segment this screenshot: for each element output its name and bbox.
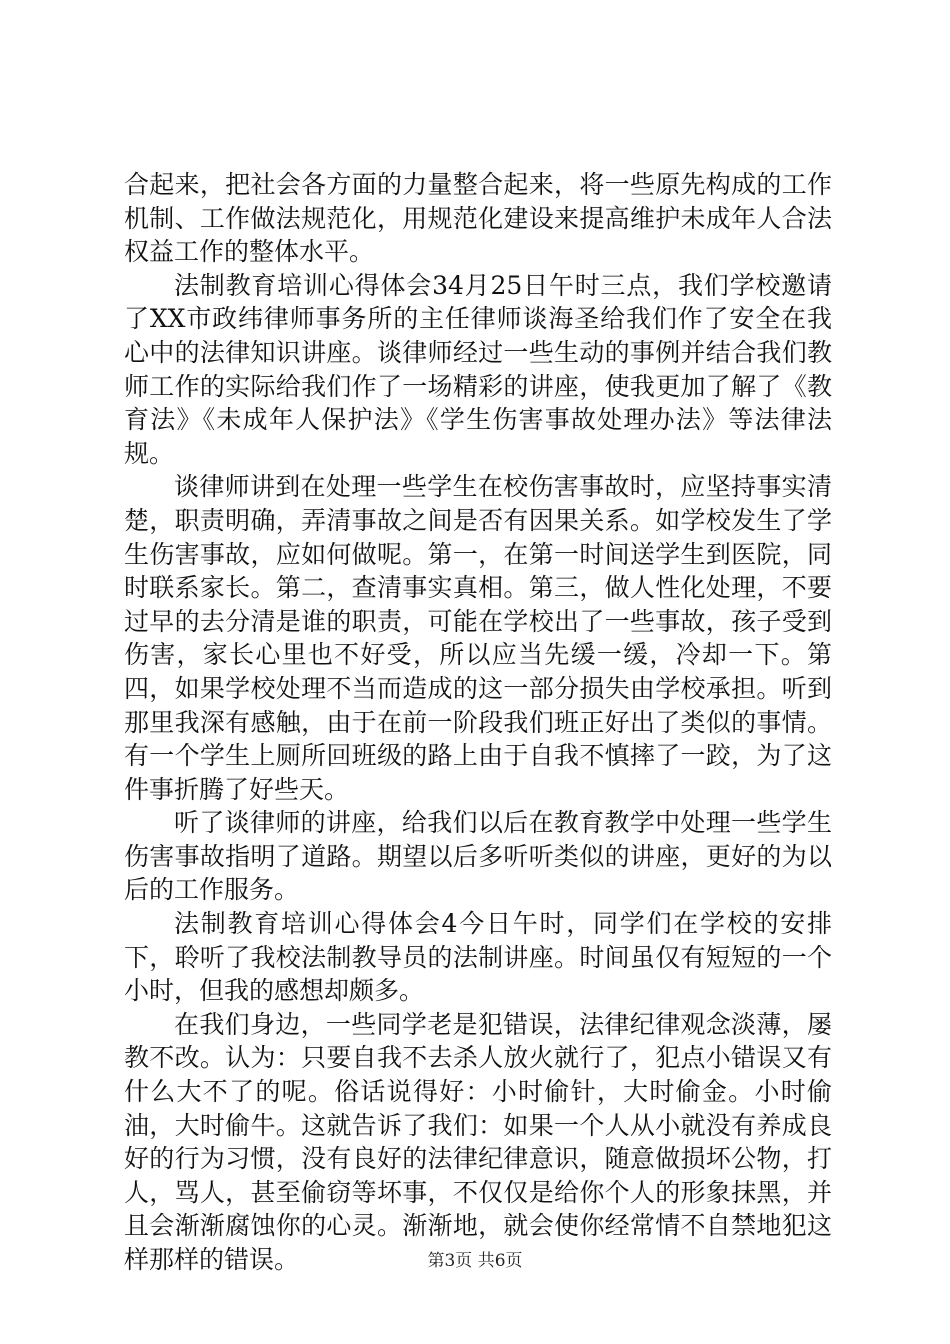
- paragraph: 法制教育培训心得体会4今日午时，同学们在学校的安排下，聆听了我校法制教导员的法制讲座。时间虽仅有短短的一个小时，但我的感想却颇多。: [124, 909, 832, 1006]
- paragraph: 合起来，把社会各方面的力量整合起来，将一些原先构成的工作机制、工作做法规范化，用规范化建设来提高维护未成年人合法权益工作的整体水平。: [124, 170, 832, 267]
- paragraph: 在我们身边，一些同学老是犯错误，法律纪律观念淡薄，屡教不改。认为：只要自我不去杀人放火就行了，犯点小错误又有什么大不了的呢。俗话说得好：小时偷针，大时偷金。小时偷油，大时偷牛。这就告诉了我们：如果一个人从小就没有养成良好的行为习惯，没有良好的法律纪律意识，随意做损坏公物，打人，骂人，甚至偷窃等坏事，不仅仅是给你个人的形象抹黑，并且会渐渐腐蚀你的心灵。渐渐地，就会使你经常情不自禁地犯这样那样的错误。: [124, 1009, 832, 1274]
- paragraph: 谈律师讲到在处理一些学生在校伤害事故时，应坚持事实清楚，职责明确，弄清事故之间是否有因果关系。如学校发生了学生伤害事故，应如何做呢。第一，在第一时间送学生到医院，同时联系家长。第二，查清事实真相。第三，做人性化处理，不要过早的去分清是谁的职责，可能在学校出了一些事故，孩子受到伤害，家长心里也不好受，所以应当先缓一缓，冷却一下。第四，如果学校处理不当而造成的这一部分损失由学校承担。听到那里我深有感触，由于在前一阶段我们班正好出了类似的事情。有一个学生上厕所回班级的路上由于自我不慎摔了一跤，为了这件事折腾了好些天。: [124, 472, 832, 804]
- document-body: [124, 168, 832, 1277]
- paragraph: 法制教育培训心得体会34月25日午时三点，我们学校邀请了XX市政纬律师事务所的主任律师谈海圣给我们作了安全在我心中的法律知识讲座。谈律师经过一些生动的事例并结合我们教师工作的实际给我们作了一场精彩的讲座，使我更加了解了《教育法》《未成年人保护法》《学生伤害事故处理办法》等法律法规。: [124, 270, 832, 468]
- paragraph: 听了谈律师的讲座，给我们以后在教育教学中处理一些学生伤害事故指明了道路。期望以后多听听类似的讲座，更好的为以后的工作服务。: [124, 808, 832, 905]
- page-number-footer: 第3页 共6页: [427, 1251, 523, 1271]
